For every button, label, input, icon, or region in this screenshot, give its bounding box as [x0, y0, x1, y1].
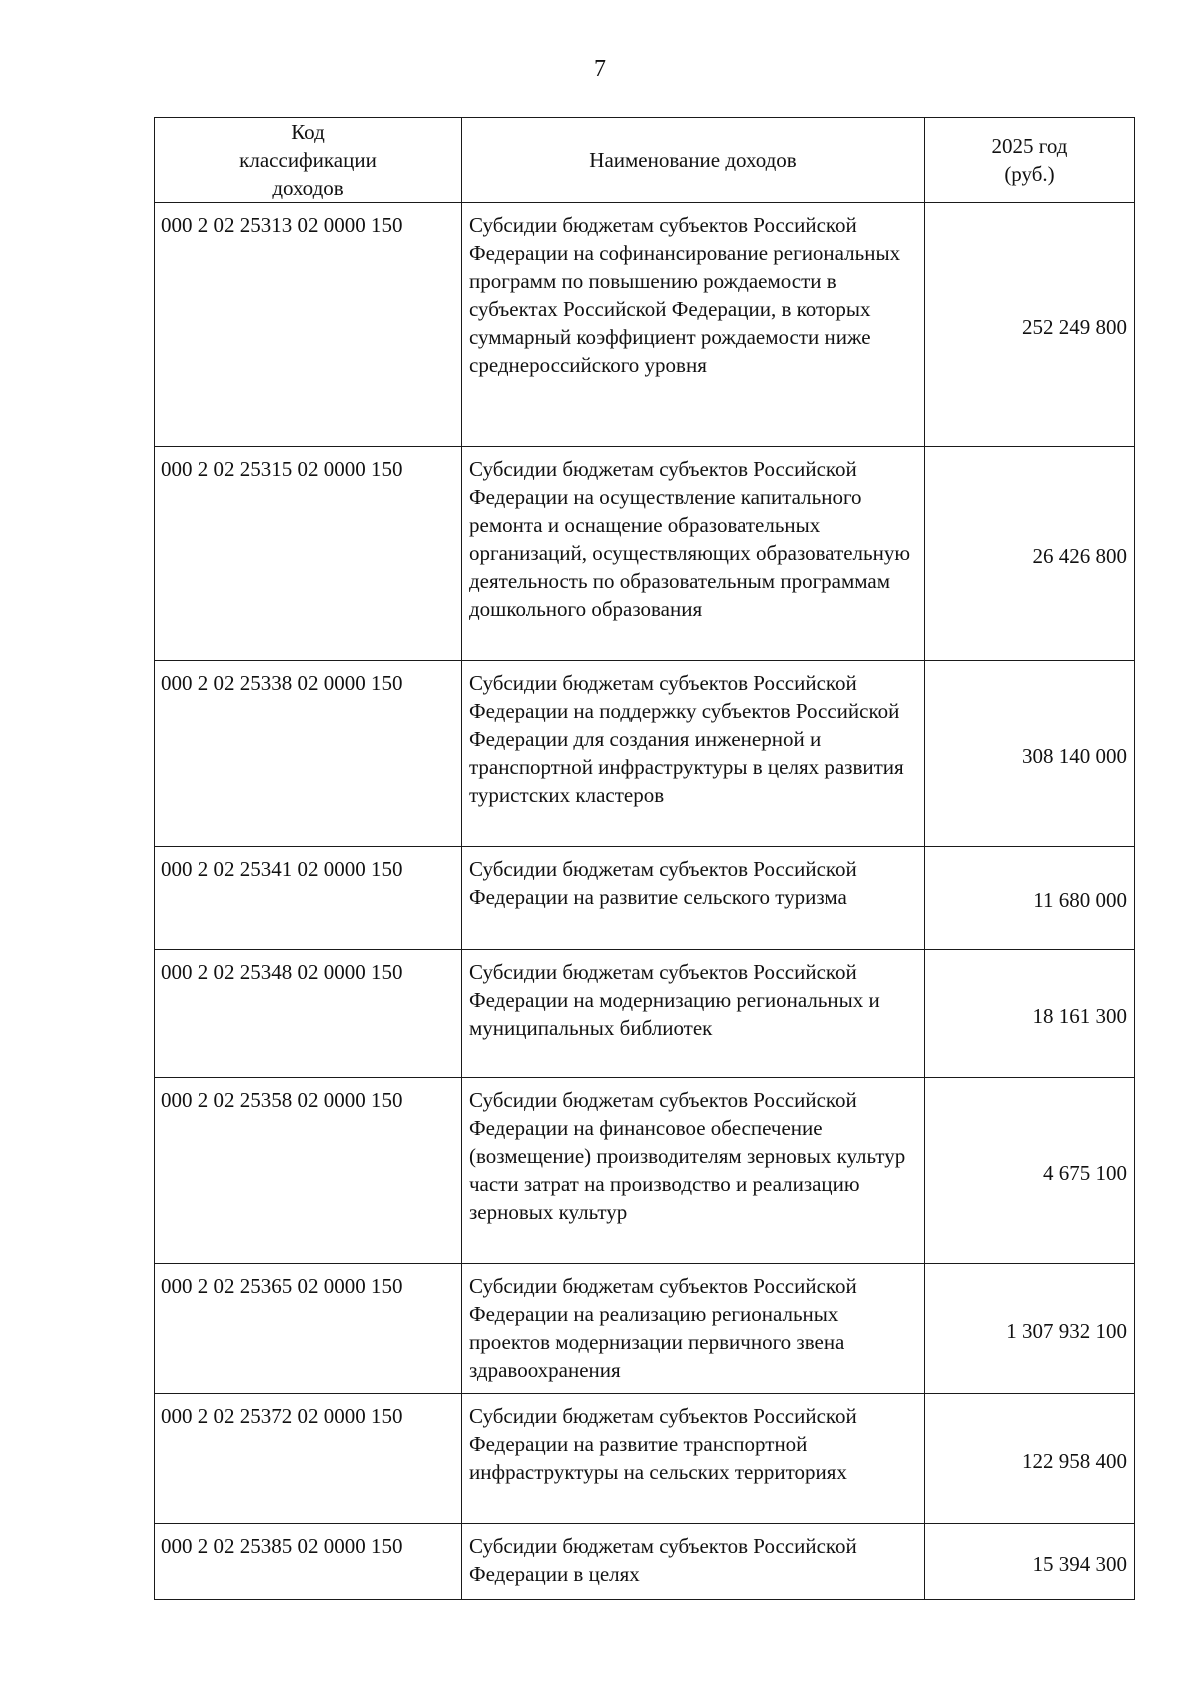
revenue-table: [154, 117, 1135, 1600]
table-row: [155, 1524, 1135, 1600]
row-code: 000 2 02 25348 02 0000 150: [155, 950, 462, 1078]
table-row: [155, 203, 1135, 447]
header-code: Код классификации доходов: [155, 118, 462, 203]
row-name: Субсидии бюджетам субъектов Российской Федерации в целях: [462, 1524, 925, 1600]
row-name: Субсидии бюджетам субъектов Российской Федерации на развитие транспортной инфраструктуры на сельских территориях: [462, 1394, 925, 1524]
row-amount: 26 426 800: [925, 447, 1135, 661]
table-header-row: [155, 118, 1135, 203]
table-row: [155, 1394, 1135, 1524]
table-row: [155, 847, 1135, 950]
row-amount: 18 161 300: [925, 950, 1135, 1078]
row-code: 000 2 02 25385 02 0000 150: [155, 1524, 462, 1600]
row-code: 000 2 02 25338 02 0000 150: [155, 661, 462, 847]
row-name: Субсидии бюджетам субъектов Российской Федерации на осуществление капитального ремонта и оснащение образовательных организаций, осуществляющих образовательную деятельность по образовательным программам дошкольного образования: [462, 447, 925, 661]
row-amount: 122 958 400: [925, 1394, 1135, 1524]
row-amount: 4 675 100: [925, 1078, 1135, 1264]
row-name: Субсидии бюджетам субъектов Российской Федерации на реализацию региональных проектов модернизации первичного звена здравоохранения: [462, 1264, 925, 1394]
table-row: [155, 950, 1135, 1078]
table-row: [155, 661, 1135, 847]
row-code: 000 2 02 25365 02 0000 150: [155, 1264, 462, 1394]
row-code: 000 2 02 25313 02 0000 150: [155, 203, 462, 447]
row-amount: 15 394 300: [925, 1524, 1135, 1600]
row-name: Субсидии бюджетам субъектов Российской Федерации на модернизацию региональных и муниципальных библиотек: [462, 950, 925, 1078]
row-name: Субсидии бюджетам субъектов Российской Федерации на софинансирование региональных программ по повышению рождаемости в субъектах Российской Федерации, в которых суммарный коэффициент рождаемости ниже среднероссийского уровня: [462, 203, 925, 447]
row-name: Субсидии бюджетам субъектов Российской Федерации на развитие сельского туризма: [462, 847, 925, 950]
row-code: 000 2 02 25372 02 0000 150: [155, 1394, 462, 1524]
row-amount: 1 307 932 100: [925, 1264, 1135, 1394]
row-amount: 252 249 800: [925, 203, 1135, 447]
row-code: 000 2 02 25315 02 0000 150: [155, 447, 462, 661]
row-name: Субсидии бюджетам субъектов Российской Федерации на финансовое обеспечение (возмещение) производителям зерновых культур части затрат на производство и реализацию зерновых культур: [462, 1078, 925, 1264]
table-row: [155, 1078, 1135, 1264]
header-name: Наименование доходов: [462, 118, 925, 203]
page-number: 7: [594, 56, 606, 82]
table-row: [155, 447, 1135, 661]
row-amount: 11 680 000: [925, 847, 1135, 950]
row-code: 000 2 02 25341 02 0000 150: [155, 847, 462, 950]
table-row: [155, 1264, 1135, 1394]
row-name: Субсидии бюджетам субъектов Российской Федерации на поддержку субъектов Российской Федерации для создания инженерной и транспортной инфраструктуры в целях развития туристских кластеров: [462, 661, 925, 847]
row-code: 000 2 02 25358 02 0000 150: [155, 1078, 462, 1264]
header-amount: 2025 год (руб.): [925, 118, 1135, 203]
row-amount: 308 140 000: [925, 661, 1135, 847]
